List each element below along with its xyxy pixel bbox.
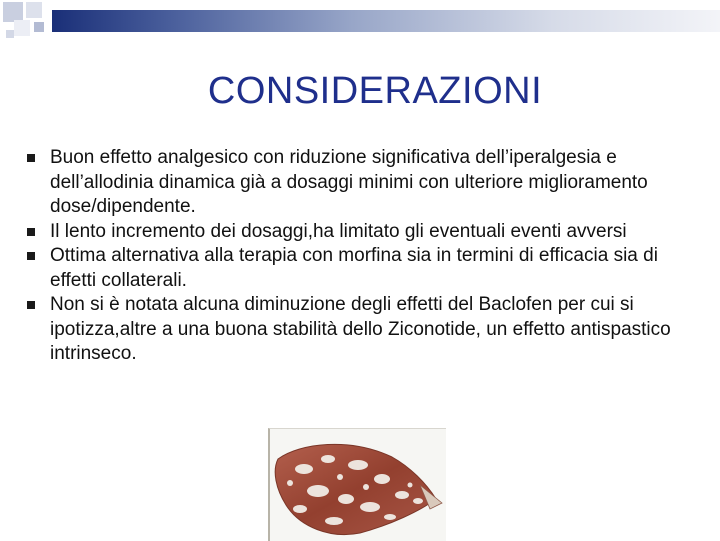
bullet-list bbox=[24, 146, 704, 367]
decorative-squares bbox=[0, 0, 48, 46]
bullet-item bbox=[24, 293, 704, 367]
square-bullet-icon bbox=[27, 252, 35, 260]
slide-title: CONSIDERAZIONI bbox=[207, 70, 543, 112]
bullet-item bbox=[24, 220, 704, 245]
cone-snail-shell-image bbox=[268, 428, 446, 541]
square-bullet-icon bbox=[27, 228, 35, 236]
bullet-item bbox=[24, 244, 704, 293]
cone-snail-shell-icon bbox=[270, 429, 446, 541]
square-bullet-icon bbox=[27, 154, 35, 162]
header-gradient-band bbox=[52, 10, 720, 32]
bullet-text: Buon effetto analgesico con riduzione significativa dell’iperalgesia e dell’allodinia dinamica già a dosaggi minimi con ulteriore miglioramento dose/dipendente. bbox=[50, 147, 648, 217]
bullet-text: Il lento incremento dei dosaggi,ha limitato gli eventuali eventi avversi bbox=[50, 220, 627, 242]
bullet-text: Non si è notata alcuna diminuzione degli effetti del Baclofen per cui si ipotizza,altre a una buona stabilità dello Ziconotide, un effetto antispastico intrinseco. bbox=[50, 294, 671, 364]
bullet-text: Ottima alternativa alla terapia con morfina sia in termini di efficacia sia di effetti collaterali. bbox=[50, 245, 658, 291]
bullet-item bbox=[24, 146, 704, 220]
square-bullet-icon bbox=[27, 301, 35, 309]
